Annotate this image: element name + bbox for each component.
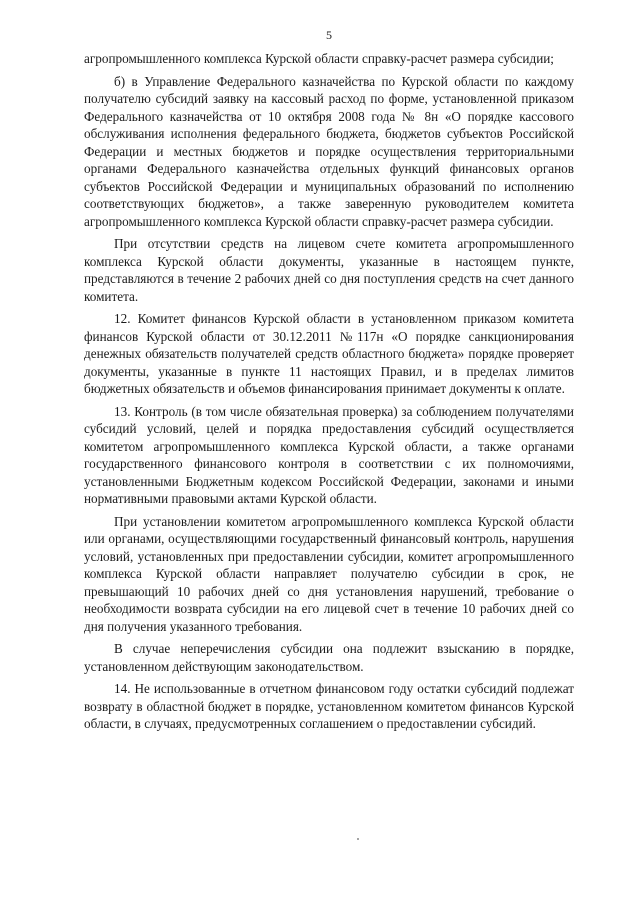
paragraph-13: 13. Контроль (в том числе обязательная проверка) за соблюдением получателями субсидий условий, целей и порядка предоставления субсидий осуществляется комитетом агропромышленного комплекса Курской области, а также органами государственного финансового контроля в соответствии с их полномочиями, установленными Бюджетным кодексом Российской Федерации, законами и иными нормативными правовыми актами Курской области. xyxy=(84,403,574,506)
paragraph-14: 14. Не использованные в отчетном финансовом году остатки субсидий подлежат возврату в областной бюджет в порядке, установленном комитетом финансов Курской области, в случаях, предусмотренных соглашением о предоставлении субсидий. xyxy=(84,681,574,731)
paragraph-12: 12. Комитет финансов Курской области в установленном приказом комитета финансов Курской области от 30.12.2011 №117н «О порядке санкционирования денежных обязательств получателей средств областного бюджета» порядке проверяет документы, указанные в пункте 11 настоящих Правил, и в пределах лимитов бюджетных обязательств и объемов финансирования принимает документы к оплате. xyxy=(84,311,574,396)
paragraph-continuation: агропромышленного комплекса Курской области справку-расчет размера субсидии; xyxy=(84,51,554,66)
paragraph-b-treasury-request: б) в Управление Федерального казначейства по Курской области по каждому получателю субсидий заявку на кассовый расход по форме, установленной приказом Федерального казначейства от 10 октября 2008 года № 8н «О порядке кассового обслуживания исполнения федерального бюджета, бюджетов субъектов Российской Федерации и местных бюджетов и порядке осуществления территориальными органами Федерального казначейства отдельных функций финансовых органов субъектов Российской Федерации и муниципальных образований по исполнению соответствующих бюджетов», а также заверенную руководителем комитета агропромышленного комплекса Курской области справку-расчет размера субсидии. xyxy=(84,73,574,229)
paragraph-no-funds: При отсутствии средств на лицевом счете комитета агропромышленного комплекса Курской области документы, указанные в настоящем пункте, представляются в течение 2 рабочих дней со дня поступления средств на счет данного комитета. xyxy=(84,236,574,304)
document-page xyxy=(84,28,574,738)
paragraph-recovery: В случае неперечисления субсидии она подлежит взысканию в порядке, установленном действующим законодательством. xyxy=(84,641,574,674)
paragraph-violation: При установлении комитетом агропромышленного комплекса Курской области или органами, осуществляющими государственный финансовый контроль, нарушения условий, установленных при предоставлении субсидии, комитет агропромышленного комплекса Курской области направляет получателю субсидии в срок, не превышающий 10 рабочих дней со дня установления нарушений, требование о необходимости возврата субсидии на его лицевой счет в течение 10 рабочих дней со дня получения указанного требования. xyxy=(84,513,574,634)
scan-speck xyxy=(357,838,359,840)
page-number: 5 xyxy=(326,28,332,42)
